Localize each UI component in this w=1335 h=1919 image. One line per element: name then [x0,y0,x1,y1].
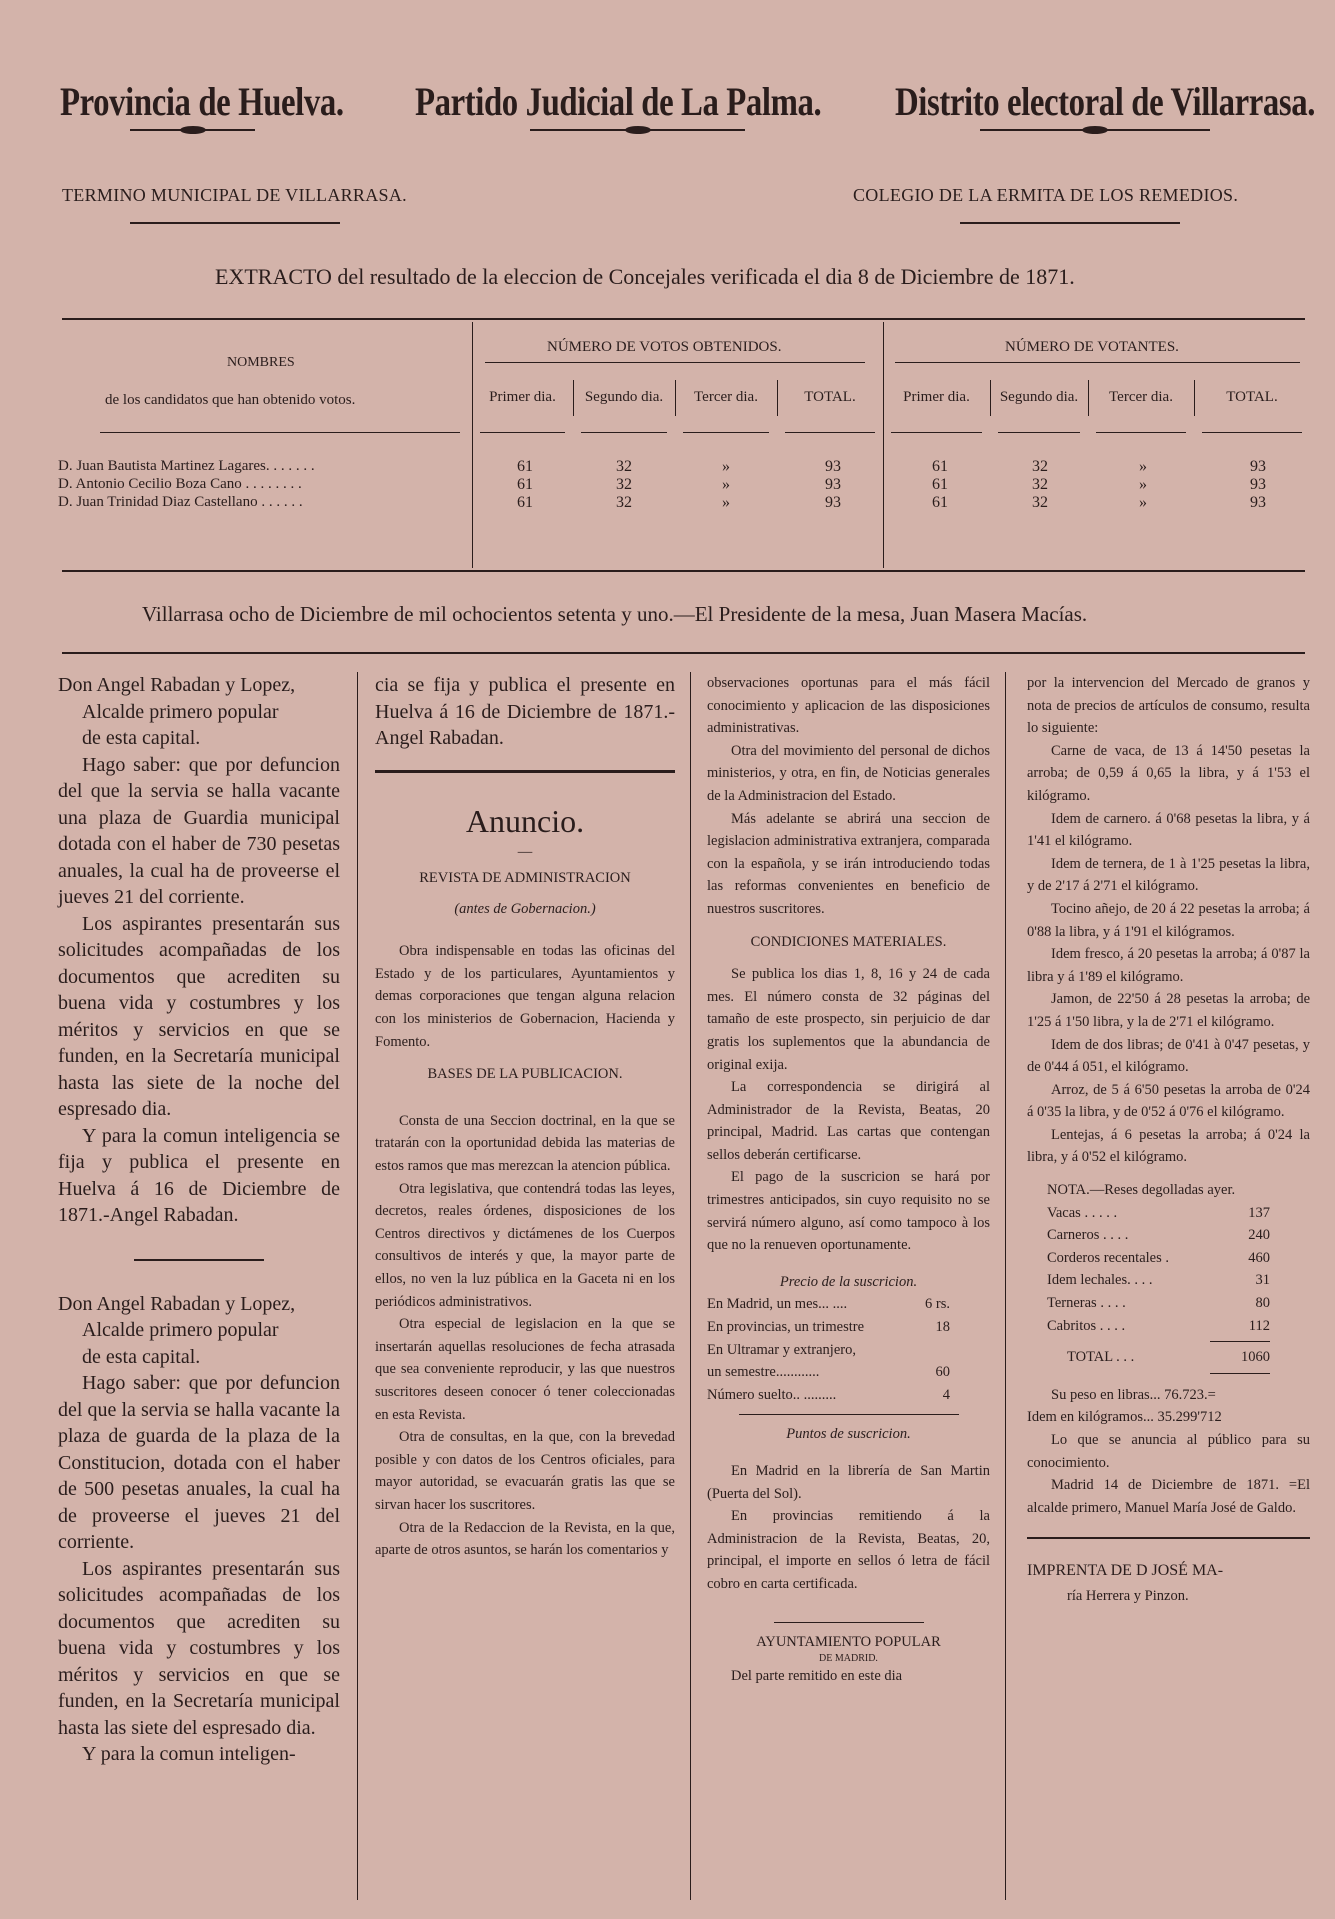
slaughter-row [1047,1202,1270,1225]
price-label: Número suelto.. ......... [707,1386,837,1403]
price-item: Idem fresco, á 20 pesetas la arroba; á 0'87 la libra y á 1'89 el kilógramo. [1027,946,1310,985]
slaughter-note: NOTA.—Reses degolladas ayer. [1047,1182,1236,1199]
header-underline [1096,432,1186,433]
slaughter-label: Carneros . . . . [1047,1227,1129,1244]
closing-statement: Villarrasa ocho de Diciembre de mil ochocientos setenta y uno.—El Presidente de la mesa, Juan Masera Macías. [142,602,1088,626]
column-divider [357,672,358,1900]
slaughter-row [1047,1247,1270,1270]
divider [774,1622,924,1623]
divider [134,1259,264,1261]
column-divider [675,380,676,416]
column-divider [472,322,473,568]
slaughter-value: 137 [1248,1204,1270,1221]
column-1 [58,672,340,1768]
vote-cell: 32 [1032,458,1048,475]
column-4 [1027,672,1310,1608]
header-underline [100,432,460,433]
column-header: Segundo dia. [584,389,664,405]
column-header: Primer dia. [903,389,970,405]
header-rule [55,434,1310,435]
column-header: Tercer dia. [1109,389,1173,405]
voters-group-header: NÚMERO DE VOTANTES. [1005,339,1179,355]
notice-paragraph: Y para la comun inteligen- [82,1743,296,1765]
price-item: Lentejas, á 6 pesetas la arroba; á 0'24 la libra, y á 0'52 el kilógramo. [1027,1126,1310,1166]
divider [62,652,1305,654]
electoral-district-heading: Distrito electoral de Villarrasa. [895,79,1316,124]
vote-cell: » [722,458,730,475]
vote-cell: » [722,494,730,511]
notice-title: Don Angel Rabadan y Lopez, [58,674,296,696]
paragraph: Otra de consultas, en la que, con la brevedad posible y con datos de los Centros oficiales, para mayor autoridad, se evacuarán gratis las que se sirvan hacer los suscritores. [375,1429,675,1513]
price-row [707,1293,950,1316]
vote-cell: 93 [825,458,841,475]
notice-subtitle: Alcalde primero popular [82,1319,279,1341]
names-subheader: de los candidatos que han obtenido votos. [105,392,356,408]
price-row [707,1384,950,1407]
slaughter-value: 80 [1255,1295,1270,1312]
names-header: NOMBRES [227,355,295,370]
ornament-rule [530,129,745,131]
paragraph: Otra de la Redaccion de la Revista, en la que, aparte de otros asuntos, se harán los comentarios y [375,1519,675,1559]
divider [960,222,1180,224]
signature: Madrid 14 de Diciembre de 1871. =El alcalde primero, Manuel María José de Galdo. [1027,1477,1310,1516]
price-value: 6 rs. [925,1296,950,1313]
column-divider [690,672,691,1900]
vote-cell: 93 [825,476,841,493]
printer-line: ría Herrera y Pinzon. [1067,1588,1189,1605]
ornament-rule [980,129,1210,131]
column-header: Tercer dia. [694,389,758,405]
paragraph: En Madrid en la librería de San Martin (Puerta del Sol). [707,1463,990,1502]
notice-paragraph: Hago saber: que por defuncion del que la servia se halla vacante la plaza de guarda de la plaza de la Constitucion, dotada con el haber de 500 pesetas anuales, la cual ha de proveerse el jueves 21 del corriente. [58,1372,340,1553]
column-header: TOTAL. [804,389,856,405]
notice-paragraph: Los aspirantes presentarán sus solicitudes acompañadas de los documentos que acrediten su buena vida y costumbres y los méritos y servicios en que se funden, en la Secretaría municipal hasta las siete del espresado dia. [58,1557,340,1739]
column-header: Primer dia. [489,389,556,405]
slaughter-row [1047,1315,1270,1338]
notice-paragraph: Los aspirantes presentarán sus solicitudes acompañadas de los documentos que acrediten su buena vida y costumbres y los méritos y servicios en que se funden, en la Secretaría municipal hasta las siete de la noche del espresado dia. [58,912,340,1120]
vote-cell: 61 [517,458,533,475]
divider [1210,1341,1270,1342]
slaughter-label: Terneras . . . . [1047,1295,1126,1312]
slaughter-label: Cabritos . . . . [1047,1317,1126,1334]
college-name: COLEGIO DE LA ERMITA DE LOS REMEDIOS. [853,185,1239,205]
price-item: Carne de vaca, de 13 á 14'50 pesetas la arroba; de 0,59 á 0,65 la libra, y á 1'53 el kilógramo. [1027,742,1310,804]
price-row [707,1339,950,1362]
paragraph: Otra legislativa, que contendrá todas las leyes, decretos, reales órdenes, disposiciones de los Centros directivos y dictámenes de los Cuerpos consultivos de interés y que, la mayor parte de ellos, no ven la luz pública en la Gaceta ni en los periódicos administrativos. [375,1180,675,1310]
slaughter-label: Vacas . . . . . [1047,1204,1118,1221]
vote-cell: 61 [932,476,948,493]
price-item: Arroz, de 5 á 6'50 pesetas la arroba de 0'24 á 0'35 la libra, y de 0'52 á 0'76 el kilógramo. [1027,1081,1310,1121]
paragraph: Otra especial de legislacion en la que se insertarán aquellas resoluciones de fecha atrasada que sea conveniente reproducir, y las que nuestros suscritores deseen conocer ó tener coleccionadas en esta Revista. [375,1316,675,1423]
price-item: Tocino añejo, de 20 á 22 pesetas la arroba; á 0'88 la libra, y á 1'91 el kilógramos. [1027,900,1310,940]
revista-subtitle: (antes de Gobernacion.) [454,900,596,917]
column-divider [573,380,574,416]
total-label: TOTAL . . . [1067,1349,1135,1366]
slaughter-list [1027,1202,1310,1338]
vote-cell: 93 [1250,476,1266,493]
vote-cell: » [1139,476,1147,493]
slaughter-row [1047,1224,1270,1247]
total-value: 1060 [1241,1349,1270,1366]
vote-cell: 61 [932,458,948,475]
price-label: En provincias, un trimestre [707,1319,865,1336]
header-underline [998,432,1080,433]
vote-cell: » [1139,494,1147,511]
printer-line: IMPRENTA DE D JOSÉ MA- [1027,1562,1224,1580]
weight-pounds: Su peso en libras... 76.723.= [1051,1386,1216,1403]
masthead [60,78,1316,148]
column-divider [1088,380,1089,416]
slaughter-total [1027,1346,1310,1369]
header-underline [1202,432,1302,433]
extract-title: EXTRACTO del resultado de la eleccion de Concejales verificada el dia 8 de Diciembre de 1871. [215,264,1075,289]
vote-cell: 32 [1032,476,1048,493]
paragraph: observaciones oportunas para el más fácil conocimiento y aplicacion de las disposiciones administrativas. [707,675,990,737]
price-item: Idem de ternera, de 1 à 1'25 pesetas la libra, y de 2'17 á 2'71 el kilógramo. [1027,855,1310,895]
slaughter-row [1047,1269,1270,1292]
header-underline [581,432,667,433]
price-value: 18 [935,1319,950,1336]
divider [895,362,1300,363]
divider [1027,1537,1310,1539]
vote-cell: 61 [517,476,533,493]
municipal-term: TERMINO MUNICIPAL DE VILLARRASA. [62,185,407,205]
divider [375,770,675,773]
vote-cell: 32 [616,458,632,475]
paragraph: Lo que se anuncia al público para su conocimiento. [1027,1432,1310,1471]
election-results-table [55,322,1310,568]
judicial-district-heading: Partido Judicial de La Palma. [415,79,822,124]
price-label: En Madrid, un mes... .... [707,1296,848,1313]
paragraph: Más adelante se abrirá una seccion de legislacion administrativa extranjera, comparada con la española, y se irán introduciendo todas las reformas convenientes en beneficio de nuestros suscritores. [707,810,990,917]
price-row [707,1316,950,1339]
city-council-heading: AYUNTAMIENTO POPULAR [756,1633,941,1650]
vote-cell: » [722,476,730,493]
slaughter-value: 240 [1248,1227,1270,1244]
slaughter-value: 31 [1255,1272,1270,1289]
divider [485,362,865,363]
slaughter-label: Corderos recentales . [1047,1249,1169,1266]
paragraph: En provincias remitiendo á la Administracion de la Revista, Beatas, 20, principal, el importe en sellos ó letra de fácil cobro en carta certificada. [707,1508,990,1592]
column-header: TOTAL. [1226,389,1278,405]
votes-group-header: NÚMERO DE VOTOS OBTENIDOS. [547,339,782,355]
notice-title: Don Angel Rabadan y Lopez, [58,1292,296,1315]
candidate-name: D. Juan Trinidad Diaz Castellano . . . . . . [58,494,303,510]
section-heading: BASES DE LA PUBLICACION. [427,1066,623,1083]
price-row [707,1361,950,1384]
column-divider [1005,672,1006,1900]
price-items [1027,740,1310,1169]
paragraph: El pago de la suscricion se hará por trimestres anticipados, sin cuyo requisito no se servirá número alguno, así como tampoco à los que no la renueven oportunamente. [707,1169,990,1254]
divider [130,222,340,224]
candidate-name: D. Juan Bautista Martinez Lagares. . . . . . . [58,458,315,474]
slaughter-label: Idem lechales. . . . [1047,1272,1153,1289]
revista-title: REVISTA DE ADMINISTRACION [419,870,631,887]
vote-cell: 93 [825,494,841,511]
slaughter-row [1047,1292,1270,1315]
divider [62,318,1305,320]
column-2 [375,672,675,1562]
header-underline [683,432,769,433]
vote-cell: 93 [1250,494,1266,511]
header-underline [785,432,875,433]
paragraph: Otra del movimiento del personal de dichos ministerios, y otra, en fin, de Noticias generales de la Administracion del Estado. [707,742,990,804]
notice-continuation: cia se fija y publica el presente en Huelva á 16 de Diciembre de 1871.-Angel Rabadan. [375,674,675,749]
section-heading: CONDICIONES MATERIALES. [750,933,947,950]
candidate-name: D. Antonio Cecilio Boza Cano . . . . . . . . [58,476,302,492]
column-header: Segundo dia. [999,389,1079,405]
vote-cell: 32 [616,494,632,511]
subscription-points-heading: Puntos de suscricion. [786,1426,911,1443]
price-value: 4 [942,1386,950,1403]
price-item: Idem de carnero. á 0'68 pesetas la libra, y á 1'41 el kilógramo. [1027,810,1310,850]
price-heading: Precio de la suscricion. [779,1273,918,1290]
notice-subtitle: de esta capital. [82,1345,201,1368]
header-underline [480,432,565,433]
vote-cell: 93 [1250,458,1266,475]
slaughter-value: 460 [1248,1249,1270,1266]
price-label: En Ultramar y extranjero, [707,1341,856,1358]
vote-cell: » [1139,458,1147,475]
slaughter-value: 112 [1248,1317,1270,1334]
weight-kilograms: Idem en kilógramos... 35.299'712 [1027,1409,1222,1426]
divider [62,570,1305,572]
madrid-subheading: DE MADRID. [819,1653,878,1665]
vote-cell: 32 [1032,494,1048,511]
price-label: un semestre............ [707,1364,820,1381]
notice-paragraph: Y para la comun inteligencia se fija y publica el presente en Huelva á 16 de Diciembre de 1871.-Angel Rabadan. [58,1124,340,1226]
dash: — [517,843,533,860]
notice-subtitle: Alcalde primero popular [82,700,279,723]
paragraph: La correspondencia se dirigirá al Administrador de la Revista, Beatas, 20 principal, Madrid. Las cartas que contengan sellos deberán certificarse. [707,1079,990,1163]
notice-paragraph: Hago saber: que por defuncion del que la servia se halla vacante una plaza de Guardia municipal dotada con el haber de 730 pesetas anuales, la cual ha de proveerse el jueves 21 del corriente. [58,753,340,908]
paragraph: Se publica los dias 1, 8, 16 y 24 de cada mes. El número consta de 32 páginas del tamaño de este prospecto, sin perjuicio de dar gratis los suplementos que la abundancia de original exija. [707,966,990,1073]
divider [739,1414,959,1415]
announcement-heading: Anuncio. [465,802,585,839]
column-divider [883,322,884,568]
ornament-rule [130,129,255,131]
price-item: Idem de dos libras; de 0'41 à 0'47 pesetas, y de 0'44 á 051, el kilógramo. [1027,1036,1310,1076]
column-divider [777,380,778,416]
notice-subtitle: de esta capital. [82,727,201,749]
column-divider [990,380,991,416]
column-3 [707,672,990,1688]
price-item: Jamon, de 22'50 á 28 pesetas la arroba; de 1'25 á 1'50 libra, y la de 2'71 el kilógramo. [1027,991,1310,1030]
province-heading: Provincia de Huelva. [60,79,344,124]
paragraph: Consta de una Seccion doctrinal, en la que se tratarán con la oportunidad debida las materias de estos ramos que mas merezcan la atencion pública. [375,1112,675,1175]
paragraph: Del parte remitido en este dia [731,1668,903,1685]
header-underline [891,432,982,433]
price-value: 60 [935,1364,950,1381]
price-list [707,1293,990,1406]
vote-cell: 61 [932,494,948,511]
paragraph: por la intervencion del Mercado de granos y nota de precios de artículos de consumo, resulta lo siguiente: [1027,675,1310,737]
revista-description: Obra indispensable en todas las oficinas del Estado y de los particulares, Ayuntamientos y demas corporaciones que tengan alguna relacion con los ministerios de Gobernacion, Hacienda y Fomento. [375,943,675,1050]
column-divider [1194,380,1195,416]
vote-cell: 32 [616,476,632,493]
vote-cell: 61 [517,494,533,511]
divider [1210,1373,1270,1374]
